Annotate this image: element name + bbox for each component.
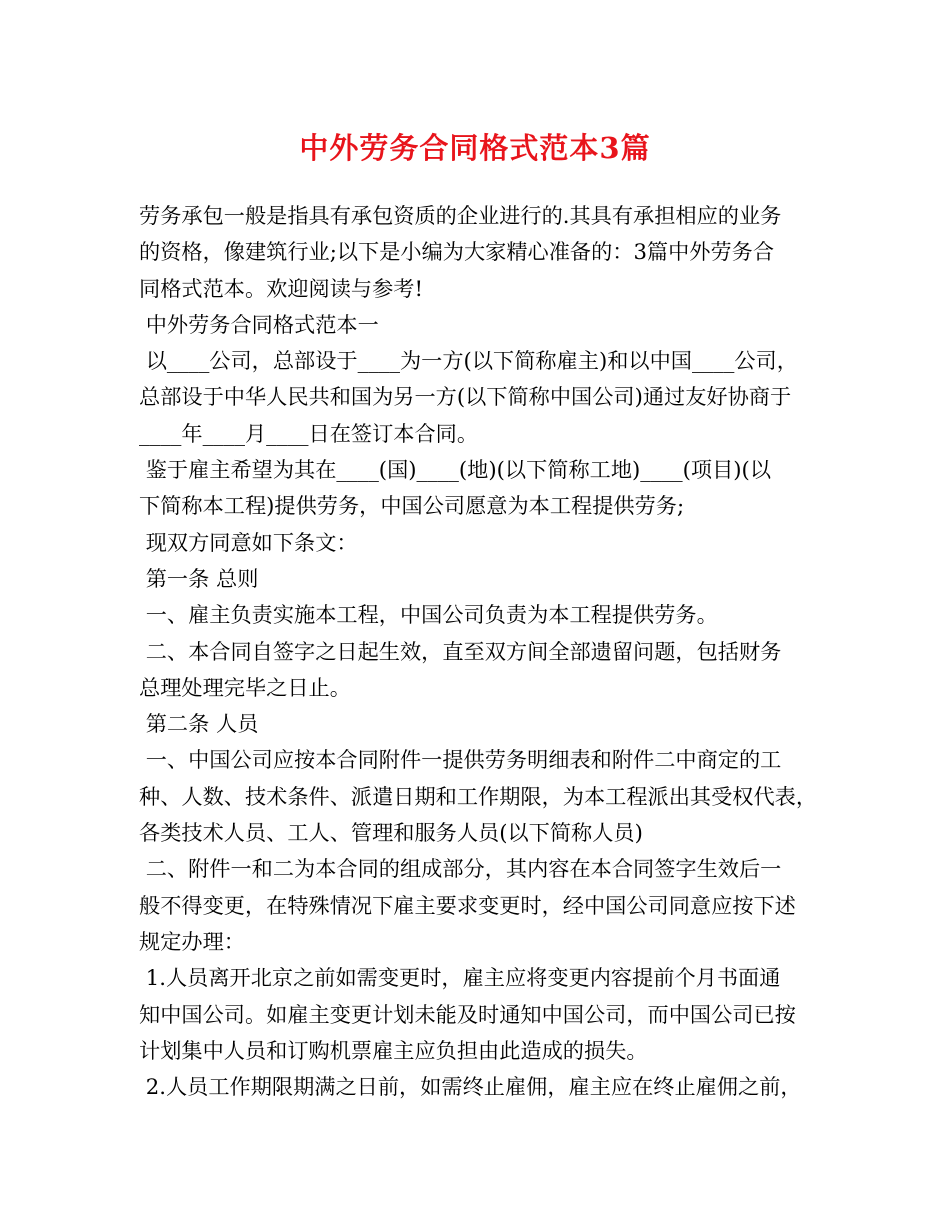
text-line: ____年____月____日在签订本合同。 (139, 420, 479, 446)
text-line: 般不得变更，在特殊情况下雇主要求变更时，经中国公司同意应按下述 (139, 892, 796, 918)
text-line: 总部设于中华人民共和国为另一方(以下简称中国公司)通过友好协商于 (139, 384, 792, 410)
text-line: 一、中国公司应按本合同附件一提供劳务明细表和附件二中商定的工 (139, 747, 782, 773)
text-line: 现双方同意如下条文： (139, 529, 358, 555)
text-line: 计划集中人员和订购机票雇主应负担由此造成的损失。 (139, 1037, 648, 1063)
text-line: 规定办理： (139, 928, 245, 954)
text-line: 以____公司，总部设于____为一方(以下简称雇主)和以中国____公司， (139, 348, 798, 374)
text-line: 二、附件一和二为本合同的组成部分，其内容在本合同签字生效后一 (139, 856, 782, 882)
text-line: 二、本合同自签字之日起生效，直至双方间全部遗留问题，包括财务 (139, 638, 782, 664)
document-body (139, 198, 819, 1105)
text-line: 各类技术人员、工人、管理和服务人员(以下简称人员) (139, 820, 643, 846)
text-line: 总理处理完毕之日止。 (139, 674, 351, 700)
text-line: 2.人员工作期限期满之日前，如需终止雇佣，雇主应在终止雇佣之前， (139, 1074, 802, 1100)
text-line: 1.人员离开北京之前如需变更时，雇主应将变更内容提前个月书面通 (139, 965, 781, 991)
document-title: 中外劳务合同格式范本3篇 (299, 131, 651, 165)
text-line: 下简称本工程)提供劳务，中国公司愿意为本工程提供劳务; (139, 493, 685, 519)
text-line: 劳务承包一般是指具有承包资质的企业进行的.其具有承担相应的业务 (139, 203, 782, 228)
article-heading: 第一条 总则 (139, 565, 259, 591)
section-heading: 中外劳务合同格式范本一 (139, 311, 379, 337)
text-line: 的资格，像建筑行业;以下是小编为大家精心准备的：3篇中外劳务合 (139, 239, 775, 265)
text-line: 同格式范本。欢迎阅读与参考! (139, 275, 423, 301)
article-heading: 第二条 人员 (139, 711, 259, 737)
text-line: 知中国公司。如雇主变更计划未能及时通知中国公司，而中国公司已按 (139, 1001, 796, 1027)
text-line: 鉴于雇主希望为其在____(国)____(地)(以下简称工地)____(项目)(以 (139, 457, 772, 483)
text-line: 种、人数、技术条件、派遣日期和工作期限，为本工程派出其受权代表， (139, 783, 818, 809)
text-line: 一、雇主负责实施本工程，中国公司负责为本工程提供劳务。 (139, 602, 718, 628)
